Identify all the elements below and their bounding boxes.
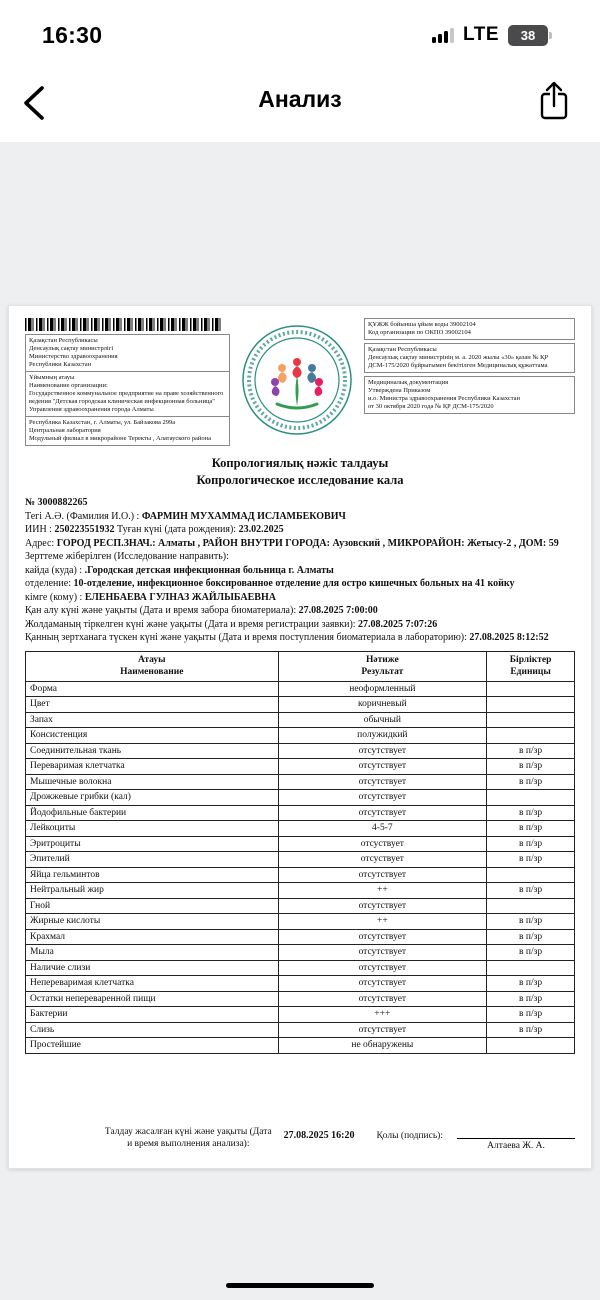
info-line: Жолдаманың тіркелген күні және уақыты (Дата и время регистрации заявки): 27.08.2025 7:07:26 <box>25 618 438 630</box>
header-text-line: Денсаулық сақтау министрінің м. а. 2020 жылы «30» қазан № ҚР ДСМ-175/2020 бұйрығымен бекітілген Медициналық құжаттама <box>368 354 549 369</box>
header-right-box <box>364 318 575 340</box>
signer-name: Алтаева Ж. А. <box>487 1140 545 1151</box>
header-text-line: ҚҰЖЖ бойынша ұйым коды 39002104 <box>368 321 476 328</box>
table-row: Лейкоциты 4-5-7 в п/зр <box>26 821 575 837</box>
header-text-line: от 30 октября 2020 года № ҚР ДСМ-175/2020 <box>368 403 494 410</box>
document-footer <box>25 1126 575 1152</box>
table-row: Форма неоформленный <box>26 681 575 697</box>
header-text-line: Республики Казахстан <box>29 361 92 368</box>
table-row: Консистенция полужидкий <box>26 728 575 744</box>
signature-line <box>457 1126 575 1139</box>
share-button[interactable] <box>538 80 570 122</box>
header-left-group <box>26 417 229 445</box>
table-row: Непереваримая клетчатка отсутствует в п/зр <box>26 976 575 992</box>
table-row: Соединительная ткань отсутствует в п/зр <box>26 743 575 759</box>
header-text-line: Код организации по ОКПО 39002104 <box>368 329 471 336</box>
table-row: Эпителий отсуствует в п/зр <box>26 852 575 868</box>
table-row: Дрожжевые грибки (кал) отсутствует <box>26 790 575 806</box>
header-text-line: Наименование организации: <box>29 382 108 389</box>
header-text-line: Утверждена Приказом <box>368 387 431 394</box>
header-text-line: Министерство здравоохранения <box>29 353 118 360</box>
header-text-line: и.о. Министра здравоохранения Республики Казахстан <box>368 395 521 402</box>
info-line: № 3000882265 <box>25 497 88 508</box>
results-table-head <box>26 651 575 681</box>
table-row: Йодофильные бактерии отсутствует в п/зр <box>26 805 575 821</box>
info-line: ИИН : 250223551932 Туған күні (дата рождения): 23.02.2025 <box>25 524 284 535</box>
info-line: кайда (куда) : .Городская детская инфекционная больница г. Алматы <box>25 564 334 576</box>
table-row: Гной отсутствует <box>26 898 575 914</box>
results-table-body <box>26 681 575 1053</box>
header-text-line: Қазақстан Республикасы <box>368 346 437 353</box>
battery-icon <box>508 25 548 46</box>
header-text-line: Республика Казахстан, г. Алматы, ул. Байзакова 299а <box>29 419 176 426</box>
barcode <box>25 318 223 331</box>
table-row: Остатки непереваренной пищи отсутствует в п/зр <box>26 991 575 1007</box>
header-text-line: Денсаулық сақтау министрлігі <box>29 345 114 352</box>
table-row: Бактерии +++ в п/зр <box>26 1007 575 1023</box>
header-left-group <box>26 335 229 372</box>
results-table <box>25 651 575 1054</box>
header-right-box <box>364 376 575 414</box>
nav-bar <box>0 62 600 142</box>
patient-info <box>25 496 575 645</box>
header-text-line: Модульный филиал в микрорайоне Теректы , Алатауского района <box>29 435 211 442</box>
signature-block <box>457 1126 575 1152</box>
analysis-datetime: 27.08.2025 16:20 <box>283 1129 355 1141</box>
header-text-line: Управления здравоохранения города Алматы <box>29 406 154 413</box>
column-header: Бірліктер Единицы <box>487 651 575 681</box>
column-header: Нәтиже Результат <box>278 651 487 681</box>
info-line: Қан алу күні және уақыты (Дата и время забора биоматериала): 27.08.2025 7:00:00 <box>25 605 378 616</box>
header-text-line: Қазақстан Республикасы <box>29 337 98 344</box>
cellular-signal-icon <box>432 27 454 43</box>
header-text-line: Медициналық документация <box>368 379 449 386</box>
analysis-date-label: Талдау жасалған күні және уақыты (Дата и время выполнения анализа): <box>104 1126 272 1149</box>
table-row: Жирные кислоты ++ в п/зр <box>26 914 575 930</box>
header-left-box <box>25 334 230 446</box>
signature-label: Қолы (подпись): <box>376 1130 443 1141</box>
header-right-box <box>364 343 575 373</box>
table-row: Нейтральный жир ++ в п/зр <box>26 883 575 899</box>
battery-percent: 38 <box>520 27 536 43</box>
info-line: Адрес: ГОРОД РЕСП.ЗНАЧ.: Алматы , РАЙОН ВНУТРИ ГОРОДА: Аузовский , МИКРОРАЙОН: Жетысу-2 , ДОМ: 59 <box>25 537 559 549</box>
info-line: Зерттеме жіберілген (Исследование направить): <box>25 551 229 562</box>
column-header: Атауы Наименование <box>26 651 279 681</box>
header-right <box>364 318 575 417</box>
table-row: Переваримая клетчатка отсутствует в п/зр <box>26 759 575 775</box>
document-title-ru: Копрологическое исследование кала <box>196 473 404 487</box>
status-bar <box>0 0 600 62</box>
status-time: 16:30 <box>42 21 103 48</box>
header-text-line: Центральная лаборатория <box>29 427 101 434</box>
page-title: Анализ <box>258 86 342 112</box>
info-line: Қанның зертханага түскен күні және уақыты (Дата и время поступления биоматериала в лабораторию): 27.08.2025 8:12:52 <box>25 632 549 643</box>
table-row: Наличие слизи отсутствует <box>26 960 575 976</box>
document-page <box>8 305 592 1169</box>
document-header <box>25 318 575 446</box>
clinic-logo <box>238 318 356 436</box>
table-row: Простейшие не обнаружены <box>26 1038 575 1054</box>
header-row <box>26 651 575 681</box>
table-row: Мышечные волокна отсутствует в п/зр <box>26 774 575 790</box>
header-left-group <box>26 372 229 417</box>
info-line: Тегі А.Ә. (Фамилия И.О.) : ФАРМИН МУХАММАД ИСЛАМБЕКОВИЧ <box>25 510 346 522</box>
table-row: Крахмал отсутствует в п/зр <box>26 929 575 945</box>
header-left-column <box>25 318 230 446</box>
document-title-kk: Копрологиялық нәжіс талдауы <box>211 456 389 470</box>
network-type-label: LTE <box>463 24 499 45</box>
header-text-line: Государственное коммунальное предприятие на праве хозяйственного ведения "Детская городская клиническая инфекционная больница" <box>29 390 224 405</box>
table-row: Слизь отсутствует в п/зр <box>26 1022 575 1038</box>
table-row: Эритроциты отсуствует в п/зр <box>26 836 575 852</box>
table-row: Яйца гельминтов отсутствует <box>26 867 575 883</box>
status-icons <box>432 24 548 46</box>
table-row: Цвет коричневый <box>26 697 575 713</box>
table-row: Запах обычный <box>26 712 575 728</box>
header-text-line: Ұйымның атауы <box>29 374 75 381</box>
info-line: отделение: 10-отделение, инфекционное боксированное отделение для остро кишечных больных на 41 койку <box>25 578 515 589</box>
info-line: кімге (кому) : ЕЛЕНБАЕВА ГУЛНАЗ ЖАЙЛЫБАЕВНА <box>25 591 276 603</box>
document-viewer[interactable] <box>0 142 600 1300</box>
home-indicator[interactable] <box>226 1283 374 1288</box>
table-row: Мыла отсутствует в п/зр <box>26 945 575 961</box>
